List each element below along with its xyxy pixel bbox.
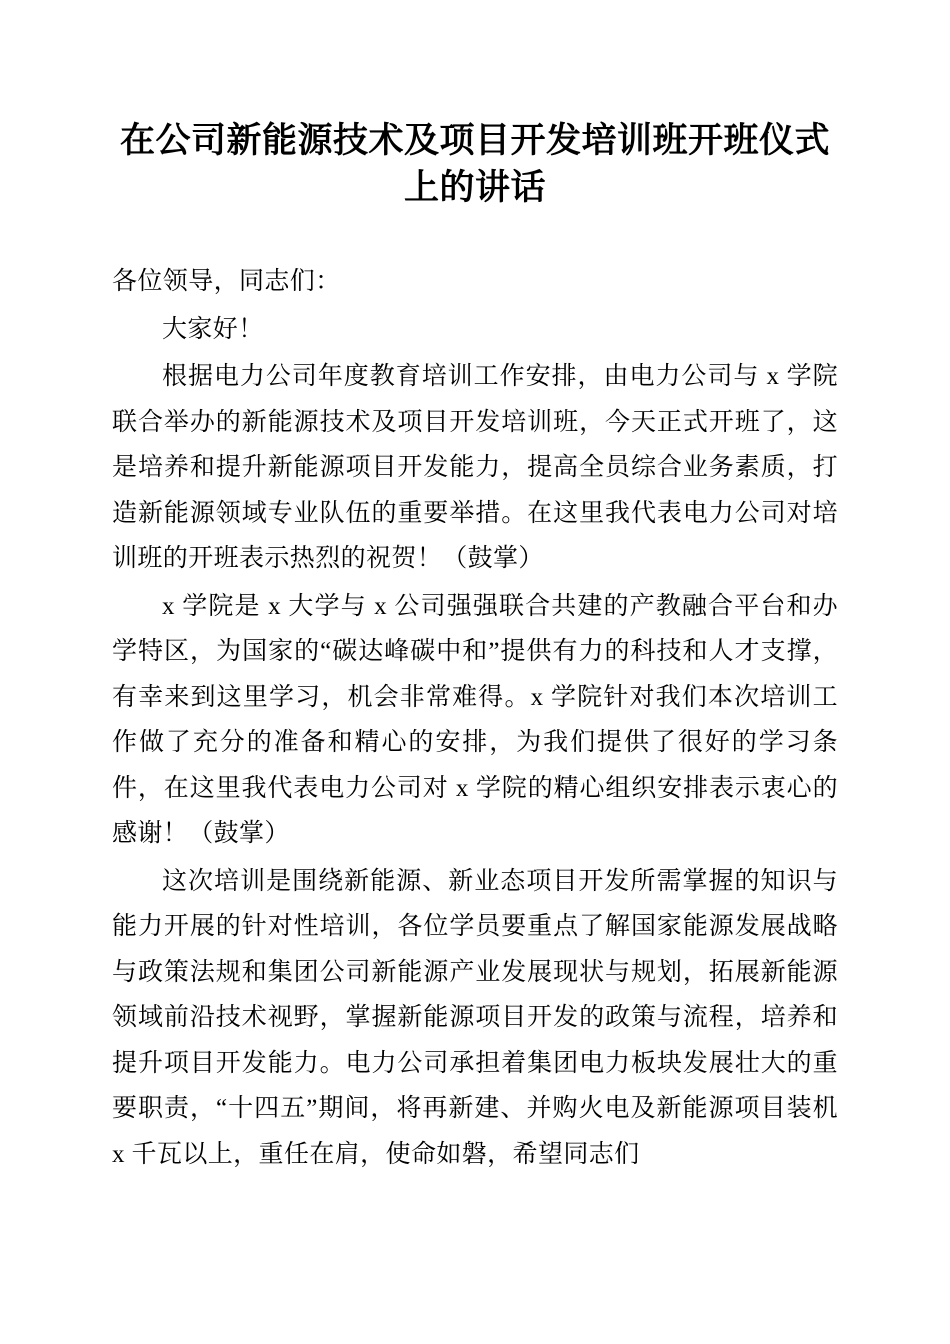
paragraph-salutation: 各位领导，同志们： [112, 268, 341, 296]
document-body [112, 259, 838, 1177]
paragraph-1: 根据电力公司年度教育培训工作安排，由电力公司与 x 学院联合举办的新能源技术及项目开发培训班，今天正式开班了，这是培养和提升新能源项目开发能力，提高全员综合业务素质，打造新能源领域专业队伍的重要举措。在这里我代表电力公司对培训班的开班表示热烈的祝贺！（鼓掌） [112, 363, 838, 573]
paragraph-greeting: 大家好！ [162, 315, 264, 343]
paragraph-2: x 学院是 x 大学与 x 公司强强联合共建的产教融合平台和办学特区，为国家的“碳达峰碳中和”提供有力的科技和人才支撑，有幸来到这里学习，机会非常难得。x 学院针对我们本次培训工作做了充分的准备和精心的安排，为我们提供了很好的学习条件，在这里我代表电力公司对 x 学院的精心组织安排表示衷心的感谢！（鼓掌） [112, 592, 838, 848]
page-title: 在公司新能源技术及项目开发培训班开班仪式上的讲话 [119, 121, 830, 208]
paragraph-3: 这次培训是围绕新能源、新业态项目开发所需掌握的知识与能力开展的针对性培训，各位学员要重点了解国家能源发展战略与政策法规和集团公司新能源产业发展现状与规划，拓展新能源领域前沿技术视野，掌握新能源项目开发的政策与流程，培养和提升项目开发能力。电力公司承担着集团电力板块发展壮大的重要职责，“十四五”期间，将再新建、并购火电及新能源项目装机 x 千瓦以上，重任在肩，使命如磐，希望同志们 [112, 867, 838, 1168]
